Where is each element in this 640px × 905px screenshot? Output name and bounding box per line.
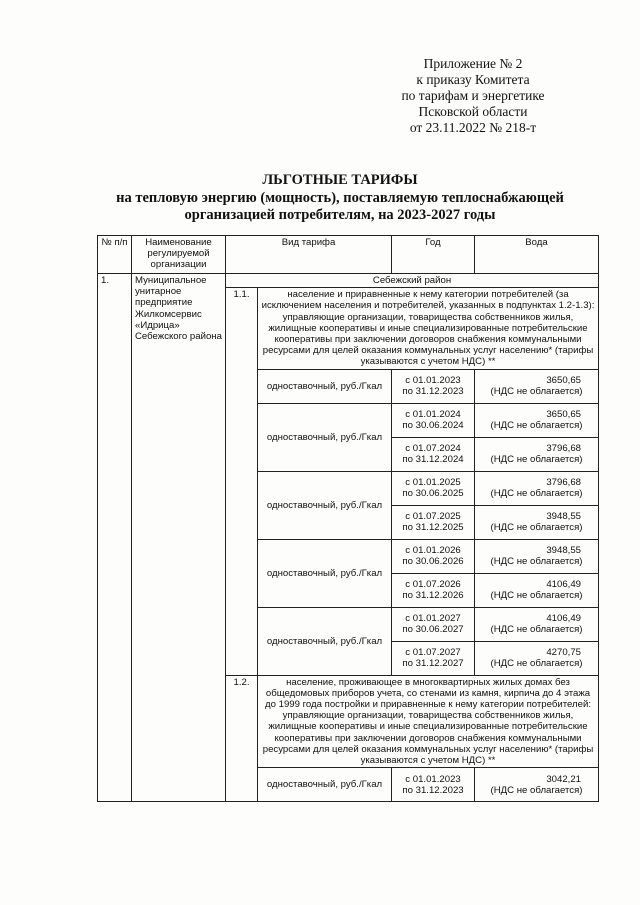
- water-price-cell: [475, 505, 599, 539]
- district-row: [98, 274, 599, 288]
- price-value: 3948,55: [546, 544, 582, 556]
- appendix-line: от 23.11.2022 № 218-т: [409, 120, 537, 135]
- vat-note: (НДС не облагается): [490, 522, 583, 534]
- row-number: 1.: [98, 274, 132, 802]
- tariff-type: одноставочный, руб./Гкал: [258, 539, 392, 607]
- title-line: организацией потребителям, на 2023-2027 годы: [184, 207, 496, 223]
- price-value: 4106,49: [546, 578, 582, 590]
- header-num: № п/п: [98, 236, 132, 274]
- water-price-cell: [475, 369, 599, 403]
- period-from: с 01.01.2025: [405, 476, 461, 488]
- period-cell: [392, 505, 475, 539]
- appendix-header: [388, 56, 558, 136]
- vat-note: (НДС не облагается): [490, 556, 583, 568]
- header-kind: Вид тарифа: [226, 236, 392, 274]
- district-name: Себежский район: [226, 274, 599, 288]
- tariff-type: одноставочный, руб./Гкал: [258, 768, 392, 802]
- price-value: 3650,65: [546, 408, 582, 420]
- category-description: население и приравненные к нему категории потребителей (за исключением населения и потребителей, указанных в подпунктах 1.2-1.3): управляющие организации, товарищества собственников жилья, жилищные кооперативы и иные специализированные потребительские кооперативы при заключении договоров снабжения коммунальными ресурсами для целей оказания коммунальных услуг населению* (тарифы указываются с учетом НДС) **: [258, 288, 599, 369]
- period-from: с 01.07.2026: [405, 578, 461, 590]
- vat-note: (НДС не облагается): [490, 658, 583, 670]
- period-cell: [392, 369, 475, 403]
- title-line: на тепловую энергию (мощность), поставляемую теплоснабжающей: [116, 189, 564, 206]
- period-to: по 30.06.2025: [402, 488, 464, 500]
- period-to: по 31.12.2023: [402, 784, 464, 796]
- tariff-table-body: [98, 236, 599, 802]
- period-cell: [392, 768, 475, 802]
- water-price-cell: [475, 403, 599, 437]
- period-cell: [392, 437, 475, 471]
- appendix-line: по тарифам и энергетике: [401, 88, 545, 103]
- period-from: с 01.01.2024: [405, 408, 461, 420]
- period-to: по 30.06.2027: [402, 624, 464, 636]
- period-cell: [392, 573, 475, 607]
- header-org: Наименование регулируемой организации: [132, 236, 226, 274]
- appendix-line: Приложение № 2: [423, 56, 523, 71]
- document-title: [90, 172, 590, 225]
- price-value: 3796,68: [546, 476, 582, 488]
- category-number: 1.1.: [226, 288, 258, 675]
- period-cell: [392, 403, 475, 437]
- appendix-line: Псковской области: [418, 104, 528, 119]
- period-cell: [392, 539, 475, 573]
- price-value: 3042,21: [546, 773, 582, 785]
- water-price-cell: [475, 641, 599, 675]
- category-description: население, проживающее в многоквартирных жилых домах без общедомовых приборов учета, со стенами из камня, кирпича до 4 этажа до 1999 года постройки и приравненные к нему категории потребителей: управляющие организации, товарищества собственников жилья, жилищные кооперативы и иные специализированные потребительские кооперативы при заключении договоров снабжения коммунальными ресурсами для целей оказания коммунальных услуг населению* (тарифы указываются с учетом НДС) **: [258, 675, 599, 768]
- vat-note: (НДС не облагается): [490, 386, 583, 398]
- period-to: по 30.06.2024: [402, 420, 464, 432]
- header-water: Вода: [475, 236, 599, 274]
- period-from: с 01.01.2027: [405, 612, 461, 624]
- period-from: с 01.07.2027: [405, 646, 461, 658]
- title-line: ЛЬГОТНЫЕ ТАРИФЫ: [262, 172, 418, 188]
- period-from: с 01.07.2024: [405, 442, 461, 454]
- period-to: по 31.12.2025: [402, 522, 464, 534]
- water-price-cell: [475, 573, 599, 607]
- vat-note: (НДС не облагается): [490, 590, 583, 602]
- tariff-type: одноставочный, руб./Гкал: [258, 607, 392, 675]
- period-to: по 31.12.2026: [402, 590, 464, 602]
- header-year: Год: [392, 236, 475, 274]
- period-cell: [392, 471, 475, 505]
- water-price-cell: [475, 768, 599, 802]
- price-value: 4106,49: [546, 612, 582, 624]
- price-value: 4270,75: [546, 646, 582, 658]
- period-cell: [392, 641, 475, 675]
- period-to: по 31.12.2024: [402, 454, 464, 466]
- table-header-row: [98, 236, 599, 274]
- tariff-type: одноставочный, руб./Гкал: [258, 369, 392, 403]
- vat-note: (НДС не облагается): [490, 454, 583, 466]
- period-from: с 01.07.2025: [405, 510, 461, 522]
- vat-note: (НДС не облагается): [490, 420, 583, 432]
- water-price-cell: [475, 437, 599, 471]
- period-from: с 01.01.2023: [405, 773, 461, 785]
- water-price-cell: [475, 607, 599, 641]
- period-cell: [392, 607, 475, 641]
- price-value: 3948,55: [546, 510, 582, 522]
- period-from: с 01.01.2023: [405, 374, 461, 386]
- period-to: по 31.12.2027: [402, 658, 464, 670]
- vat-note: (НДС не облагается): [490, 624, 583, 636]
- category-number: 1.2.: [226, 675, 258, 802]
- period-from: с 01.01.2026: [405, 544, 461, 556]
- period-to: по 30.06.2026: [402, 556, 464, 568]
- water-price-cell: [475, 539, 599, 573]
- price-value: 3650,65: [546, 374, 582, 386]
- vat-note: (НДС не облагается): [490, 784, 583, 796]
- tariff-table: [97, 235, 599, 802]
- water-price-cell: [475, 471, 599, 505]
- appendix-line: к приказу Комитета: [416, 72, 530, 87]
- vat-note: (НДС не облагается): [490, 488, 583, 500]
- organization-name: Муниципальное унитарное предприятие Жилкомсервис «Идрица» Себежского района: [132, 274, 226, 802]
- price-value: 3796,68: [546, 442, 582, 454]
- period-to: по 31.12.2023: [402, 386, 464, 398]
- tariff-type: одноставочный, руб./Гкал: [258, 403, 392, 471]
- tariff-type: одноставочный, руб./Гкал: [258, 471, 392, 539]
